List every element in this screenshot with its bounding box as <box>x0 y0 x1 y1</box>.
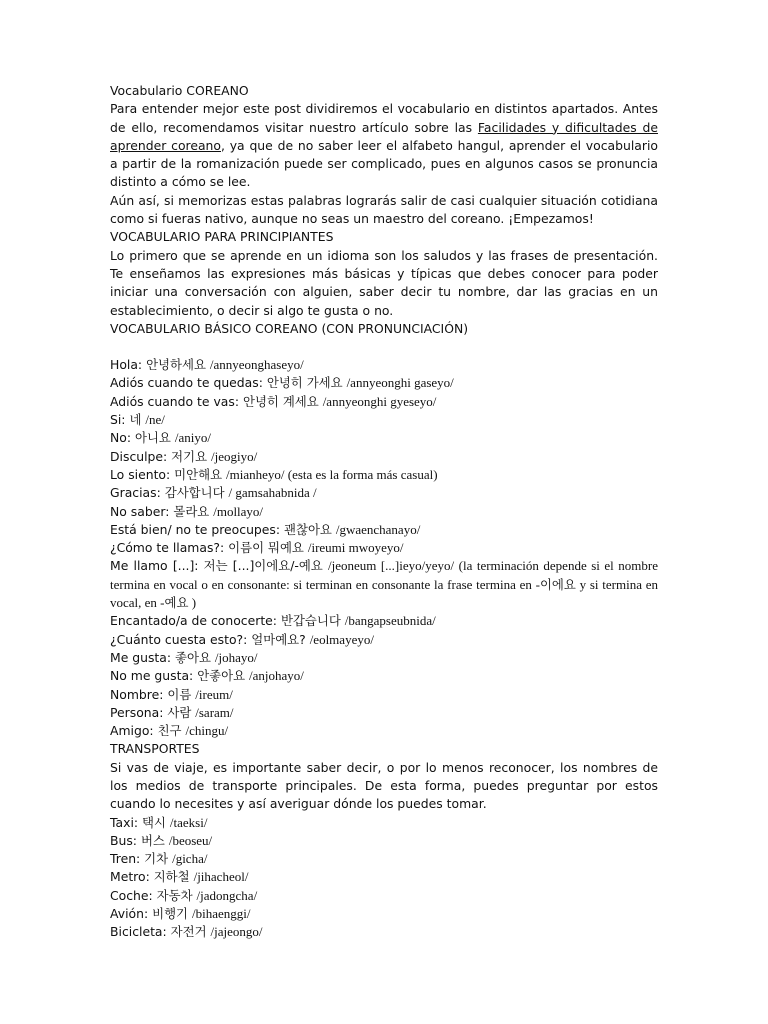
vocab-entry <box>110 539 658 557</box>
vocab-entry <box>110 905 658 923</box>
vocab-korean: 안녕히 계세요 <box>242 393 319 409</box>
intro-text-before: Para entender mejor este post dividiremos el vocabulario en distintos apartados. Antes de ello, recomendamos visitar nuestro artículo sobre las <box>110 101 658 135</box>
vocab-entry <box>110 832 658 850</box>
vocab-entry <box>110 887 658 905</box>
vocab-term: No saber: <box>110 503 170 519</box>
vocab-korean: 이름 <box>167 686 192 702</box>
vocab-entry <box>110 722 658 740</box>
vocab-entry <box>110 429 658 447</box>
vocab-term: ¿Cómo te llamas?: <box>110 540 225 556</box>
section-text-principiantes: Lo primero que se aprende en un idioma son los saludos y las frases de presentación. Te enseñamos las expresiones más básicas y típicas que debes conocer para poder iniciar una conversación con alguien, saber decir tu nombre, dar las gracias en un establecimiento, o decir si algo te gusta o no. <box>110 247 658 318</box>
vocab-korean: 안녕하세요 <box>146 357 206 373</box>
vocab-term: Avión: <box>110 906 149 922</box>
vocab-korean: 택시 <box>142 814 166 830</box>
vocab-romanization: /annyeonghi gyeseyo/ <box>322 393 437 409</box>
vocab-romanization: /jajeongo/ <box>210 924 263 940</box>
vocab-romanization: /mianheyo/ (esta es la forma más casual) <box>226 466 438 482</box>
vocab-term: Gracias: <box>110 485 161 501</box>
vocab-romanization: /johayo/ <box>214 649 258 665</box>
section-heading-basico: VOCABULARIO BÁSICO COREANO (CON PRONUNCIACIÓN) <box>110 320 469 336</box>
vocab-korean: 안좋아요 <box>197 668 246 684</box>
vocab-korean: 괜찮아요 <box>284 521 332 537</box>
vocab-term: No: <box>110 430 132 446</box>
vocab-term: Bicicleta: <box>110 924 167 940</box>
vocab-korean: 사람 <box>167 704 192 720</box>
blank-line <box>110 338 658 356</box>
vocab-korean: 미안해요 <box>174 466 223 482</box>
vocab-term: Amigo: <box>110 723 154 739</box>
vocab-romanization: /chingu/ <box>185 723 229 739</box>
vocab-romanization: /taeksi/ <box>169 814 208 830</box>
document-title: Vocabulario COREANO <box>110 83 249 98</box>
vocab-entry <box>110 374 658 392</box>
vocab-korean: 이름이 뭐예요 <box>228 540 304 556</box>
vocab-korean: 이에요 <box>539 576 576 592</box>
vocab-term: Nombre: <box>110 686 164 702</box>
vocab-list-basic <box>110 356 658 557</box>
vocab-korean: 자동차 <box>156 887 193 903</box>
vocab-entry <box>110 868 658 886</box>
vocab-term: Me gusta: <box>110 649 172 665</box>
vocab-romanization: /annyeonghaseyo/ <box>209 357 304 373</box>
vocab-romanization: / gamsahabnida / <box>228 485 317 501</box>
vocab-term: Me llamo [...]: <box>110 558 199 574</box>
vocab-entry <box>110 411 658 429</box>
vocab-korean: 아니요 <box>134 430 171 446</box>
vocab-romanization: /gwaenchanayo/ <box>335 521 421 537</box>
vocab-romanization: /mollayo/ <box>213 503 264 519</box>
vocab-term: Adiós cuando te vas: <box>110 393 240 409</box>
vocab-term: Persona: <box>110 704 164 720</box>
vocab-note: ) <box>188 595 197 611</box>
vocab-term: Coche: <box>110 887 153 903</box>
vocab-term: No me gusta: <box>110 668 194 684</box>
vocab-entry <box>110 393 658 411</box>
vocab-term: Lo siento: <box>110 466 171 482</box>
article-link[interactable]: Facilidades y dificultades de aprender coreano <box>110 119 658 153</box>
vocab-korean: 지하철 <box>153 869 190 885</box>
vocab-entry <box>110 521 658 539</box>
vocab-korean: 저는 [...]이에요/-예요 <box>203 558 323 574</box>
section-text-transportes: Si vas de viaje, es importante saber decir, o por lo menos reconocer, los nombres de los medios de transporte principales. De esta forma, puedes preguntar por estos cuando lo necesites y así averiguar dónde los puedes tomar. <box>110 759 658 812</box>
vocab-korean: 얼마예요? <box>251 631 306 647</box>
vocab-korean: 자전거 <box>170 924 207 940</box>
vocab-romanization: /jeogiyo/ <box>211 448 258 464</box>
vocab-romanization: /gicha/ <box>172 851 208 867</box>
intro-text-after: , ya que de no saber leer el alfabeto hangul, aprender el vocabulario a partir de la romanización puede ser complicado, pues en algunos casos se pronuncia distinto a cómo se lee. <box>110 137 658 190</box>
vocab-korean: 예요 <box>164 595 189 611</box>
intro-paragraph-2: Aún así, si memorizas estas palabras lograrás salir de casi cualquier situación cotidiana como si fueras nativo, aunque no seas un maestro del coreano. ¡Empezamos! <box>110 192 658 227</box>
vocab-entry <box>110 667 658 685</box>
vocab-korean: 반갑습니다 <box>280 613 341 629</box>
vocab-entry <box>110 484 658 502</box>
vocab-entry <box>110 686 658 704</box>
vocab-list-basic-2 <box>110 612 658 740</box>
vocab-list-transportes <box>110 814 658 942</box>
vocab-romanization: /bangapseubnida/ <box>344 613 436 629</box>
vocab-entry <box>110 649 658 667</box>
vocab-romanization: /ne/ <box>145 412 165 428</box>
vocab-entry <box>110 466 658 484</box>
vocab-romanization: /beoseu/ <box>168 832 213 848</box>
vocab-korean: 친구 <box>157 723 182 739</box>
vocab-korean: 좋아요 <box>175 649 211 665</box>
vocab-entry <box>110 704 658 722</box>
vocab-korean: 저기요 <box>171 448 208 464</box>
vocab-korean: 안녕히 가세요 <box>266 375 343 391</box>
vocab-term: Adiós cuando te quedas: <box>110 375 263 391</box>
vocab-korean: 비행기 <box>152 906 189 922</box>
intro-paragraph <box>110 100 658 191</box>
section-heading-transportes: TRANSPORTES <box>110 741 200 757</box>
vocab-romanization: /jeoneum [...]ieyo/yeyo/ (la terminación depende si el nombre termina en vocal o en consonante: si terminan en consonante la frase termina en - <box>110 558 658 592</box>
vocab-romanization: /jihacheol/ <box>193 869 249 885</box>
section-heading-principiantes: VOCABULARIO PARA PRINCIPIANTES <box>110 229 334 245</box>
vocab-korean: 버스 <box>140 832 165 848</box>
vocab-entry <box>110 631 658 649</box>
vocab-term: Está bien/ no te preocupes: <box>110 521 281 537</box>
vocab-entry <box>110 448 658 466</box>
vocab-romanization: /aniyo/ <box>174 430 211 446</box>
vocab-term: Disculpe: <box>110 448 168 464</box>
vocab-term: Si: <box>110 412 126 428</box>
vocab-entry <box>110 814 658 832</box>
vocab-entry <box>110 503 658 521</box>
vocab-romanization: /bihaenggi/ <box>191 906 251 922</box>
vocab-romanization: /annyeonghi gaseyo/ <box>346 375 454 391</box>
vocab-romanization: /eolmayeyo/ <box>309 631 374 647</box>
vocab-romanization: /jadongcha/ <box>196 887 258 903</box>
vocab-term: Bus: <box>110 832 137 848</box>
vocab-korean: 몰라요 <box>173 503 210 519</box>
vocab-entry <box>110 923 658 941</box>
vocab-term: Encantado/a de conocerte: <box>110 613 277 629</box>
vocab-term: Taxi: <box>110 814 139 830</box>
vocab-note: y si termina en vocal, en - <box>110 576 658 611</box>
vocab-korean: 감사합니다 <box>164 485 225 501</box>
vocab-romanization: /anjohayo/ <box>249 668 304 684</box>
vocab-korean: 기차 <box>144 851 169 867</box>
vocab-term: ¿Cuánto cuesta esto?: <box>110 631 248 647</box>
vocab-entry-me-llamo <box>110 557 658 612</box>
vocab-entry <box>110 850 658 868</box>
vocab-romanization: /ireumi mwoyeyo/ <box>307 540 404 556</box>
vocab-entry <box>110 612 658 630</box>
vocab-term: Hola: <box>110 357 143 373</box>
vocab-korean: 네 <box>129 412 142 428</box>
vocab-term: Metro: <box>110 869 150 885</box>
vocab-romanization: /saram/ <box>195 704 234 720</box>
vocab-entry <box>110 356 658 374</box>
document-page <box>110 82 658 942</box>
vocab-term: Tren: <box>110 851 141 867</box>
vocab-romanization: /ireum/ <box>195 686 233 702</box>
